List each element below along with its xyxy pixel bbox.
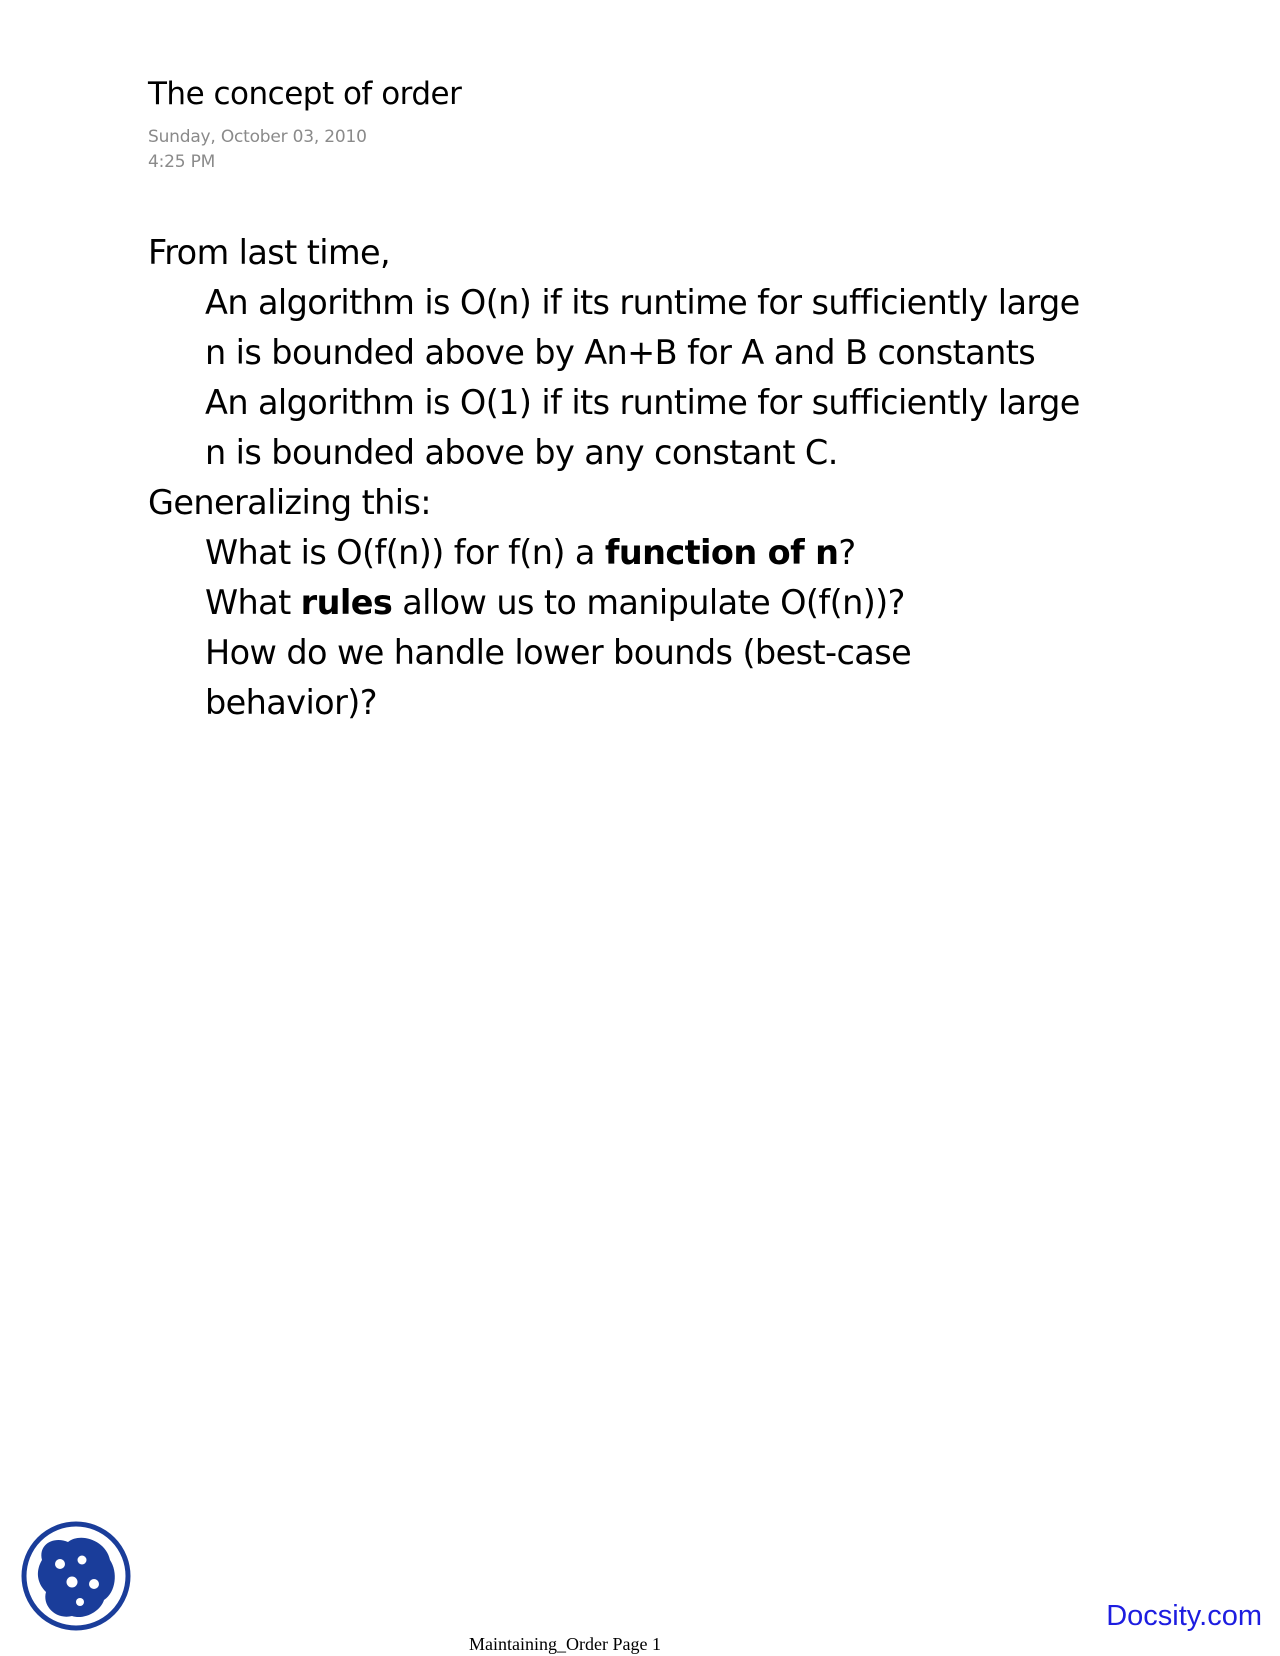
body-line-7-bold: function of n — [604, 533, 839, 572]
body-line-8-bold: rules — [300, 583, 393, 622]
note-body — [148, 228, 1148, 728]
body-line-1: From last time, — [148, 233, 391, 272]
body-line-5: n is bounded above by any constant C. — [205, 433, 838, 472]
note-title: The concept of order — [148, 76, 462, 112]
body-line-7-pre: What is O(f(n)) for f(n) a — [205, 533, 605, 572]
body-line-2: An algorithm is O(n) if its runtime for sufficiently large — [205, 283, 1080, 322]
body-line-3: n is bounded above by An+B for A and B constants — [205, 333, 1036, 372]
note-time: 4:25 PM — [148, 152, 216, 172]
body-line-9: How do we handle lower bounds (best-case — [205, 633, 912, 672]
body-line-10: behavior)? — [205, 683, 377, 722]
docsity-brand-link[interactable]: Docsity.com — [1106, 1600, 1262, 1632]
body-line-8 — [148, 578, 1148, 628]
body-line-4: An algorithm is O(1) if its runtime for sufficiently large — [205, 383, 1080, 422]
body-line-8-post: allow us to manipulate O(f(n))? — [392, 583, 905, 622]
page-footer-label: Maintaining_Order Page 1 — [469, 1634, 661, 1654]
body-line-7 — [148, 528, 1148, 578]
body-line-6: Generalizing this: — [148, 483, 431, 522]
note-date: Sunday, October 03, 2010 — [148, 127, 367, 147]
docsity-logo-icon — [20, 1520, 132, 1632]
body-line-7-post: ? — [838, 533, 856, 572]
body-line-8-pre: What — [205, 583, 301, 622]
